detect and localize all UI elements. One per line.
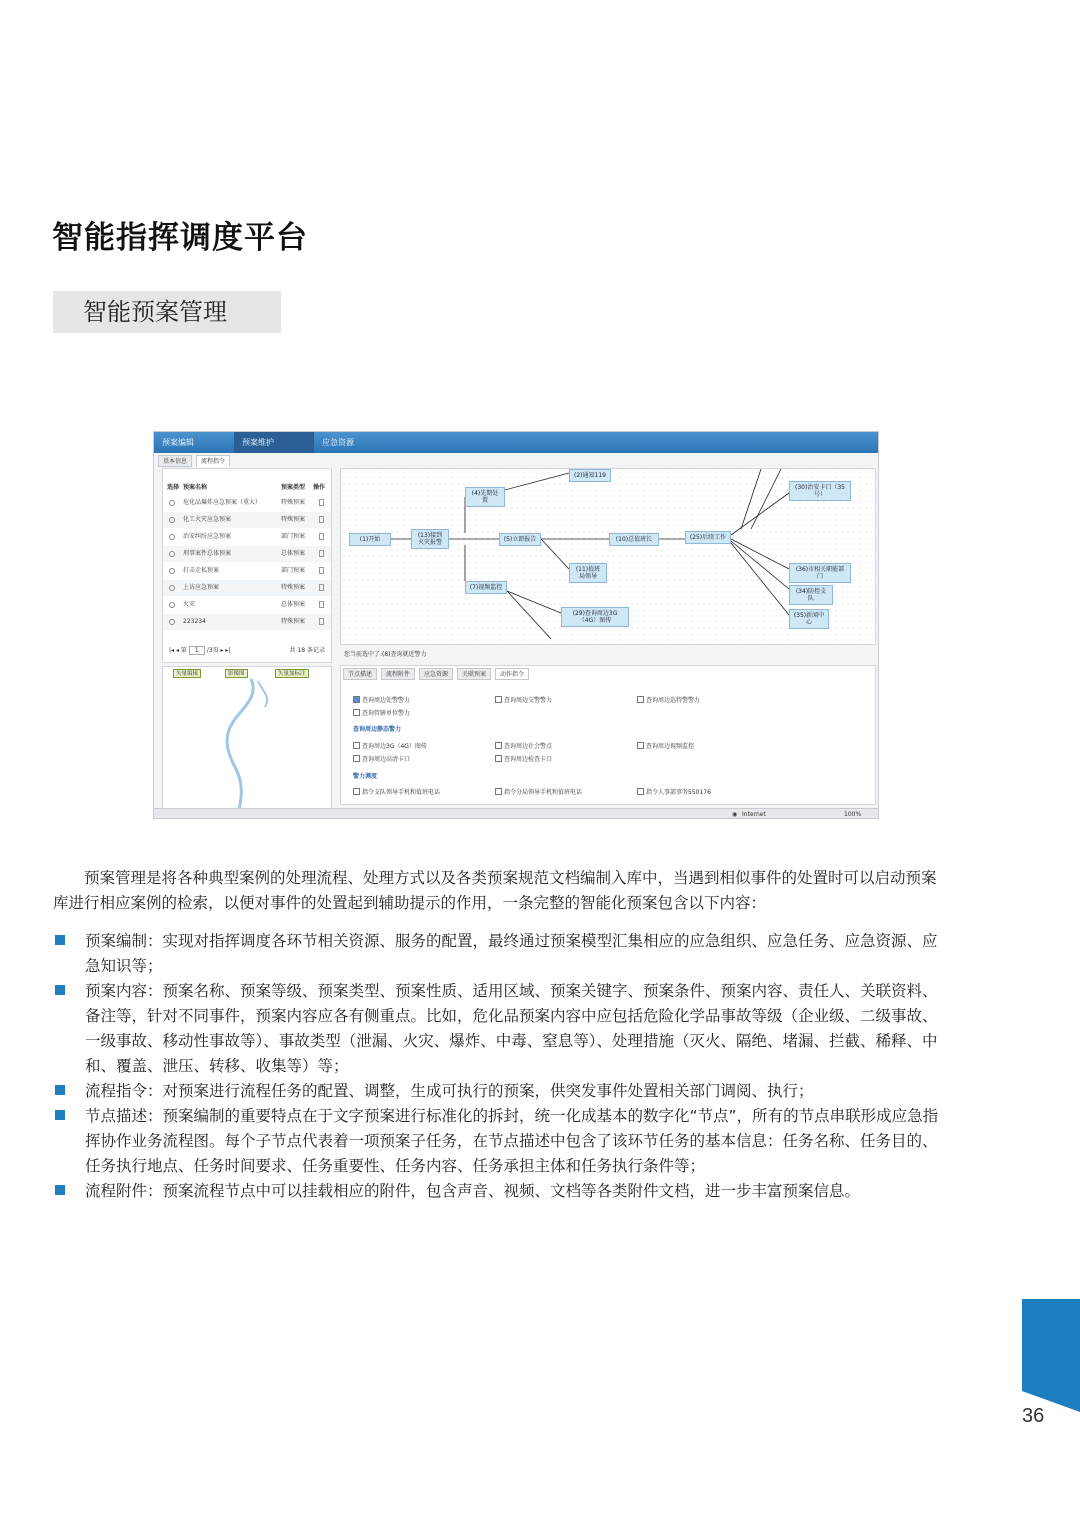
- row-name: 223234: [183, 618, 206, 625]
- checkbox-option[interactable]: 查询周边视频监控: [637, 742, 694, 751]
- flow-node[interactable]: (30)治安卡口（35号）: [789, 481, 851, 501]
- row-type: 部门预案: [281, 567, 306, 574]
- list-item-text: 流程附件：预案流程节点中可以挂载相应的附件，包含声音、视频、文档等各类附件文档，进一步丰富预案信息。: [85, 1182, 861, 1200]
- row-type: 部门预案: [281, 533, 306, 540]
- flow-chart-panel[interactable]: [340, 468, 876, 645]
- edit-icon[interactable]: [319, 533, 324, 540]
- row-name: 化工火灾应急预案: [183, 516, 232, 523]
- globe-icon: ◉: [732, 811, 738, 818]
- col-type: 预案类型: [281, 484, 306, 491]
- subtab-flow-instructions[interactable]: 流程指令: [196, 455, 230, 467]
- dtab-actions[interactable]: 动作指令: [495, 668, 529, 680]
- flow-node[interactable]: (7)视频监控: [465, 581, 507, 594]
- tab-plan-edit[interactable]: 预案编辑: [162, 438, 194, 447]
- checkbox-option[interactable]: 指令支队领导手机和值班电话: [353, 788, 440, 797]
- tab-plan-maintain[interactable]: 预案维护: [234, 432, 314, 453]
- dtab-node-desc[interactable]: 节点描述: [343, 668, 377, 680]
- flow-node[interactable]: (5)立即报告: [499, 533, 541, 546]
- square-bullet-icon: [55, 1085, 65, 1095]
- flow-node[interactable]: (11)值班局领导: [569, 563, 607, 583]
- record-count: 共 18 条记录: [289, 647, 325, 654]
- table-row[interactable]: [163, 546, 331, 562]
- table-row[interactable]: [163, 597, 331, 613]
- row-name: 上访应急预案: [183, 584, 220, 591]
- flow-node-start[interactable]: (1)开始: [349, 533, 391, 546]
- row-type: 特殊预案: [281, 499, 306, 506]
- list-item-text: 节点描述：预案编制的重要特点在于文字预案进行标准化的拆封，统一化成基本的数字化“节点”，所有的节点串联形成应急指挥协作业务流程图。每个子节点代表着一项预案子任务，在节点描述中包含了该环节任务的基本信息：任务名称、任务目的、任务执行地点、任务时间要求、任务重要性、任务内容、任务承担主体和任务执行条件等；: [85, 1107, 939, 1175]
- list-item-text: 预案编制：实现对指挥调度各环节相关资源、服务的配置，最终通过预案模型汇集相应的应急组织、应急任务、应急资源、应急知识等；: [85, 932, 938, 975]
- group-title-dispatch: 警力调度: [353, 773, 378, 780]
- section-heading: 智能预案管理: [53, 291, 281, 333]
- col-action: 操作: [313, 484, 326, 491]
- flow-node[interactable]: (4)先期处置: [465, 487, 505, 507]
- sub-tabs: [154, 453, 334, 467]
- checkbox-option[interactable]: 查询周边检查卡口: [495, 755, 552, 764]
- next-page-icon[interactable]: ▸ ▸|: [220, 647, 231, 654]
- node-detail-panel: [340, 665, 876, 805]
- flow-node[interactable]: (10)总值班长: [609, 533, 659, 546]
- square-bullet-icon: [55, 935, 65, 945]
- dtab-resources[interactable]: 应急资源: [419, 668, 453, 680]
- edit-icon[interactable]: [319, 499, 324, 506]
- edit-icon[interactable]: [319, 601, 324, 608]
- plan-list-panel: [162, 468, 332, 663]
- row-type: 总体预案: [281, 601, 306, 608]
- dtab-attachments[interactable]: 流程附件: [381, 668, 415, 680]
- zone-label: Internet: [742, 811, 766, 818]
- browser-statusbar: [154, 808, 878, 819]
- checkbox-option[interactable]: 查询管辖单位警力: [353, 709, 410, 718]
- list-item: [53, 979, 943, 1079]
- tab-emergency-resources[interactable]: 应急资源: [322, 438, 354, 447]
- row-type: 特殊预案: [281, 618, 306, 625]
- col-select: 选择: [167, 484, 180, 491]
- flow-node[interactable]: (34)防控支队: [789, 585, 833, 605]
- page-number: 36: [1022, 1405, 1045, 1427]
- checkbox-option[interactable]: 指令分局领导手机和值班电话: [495, 788, 582, 797]
- row-name: 刑事案件总体预案: [183, 550, 232, 557]
- list-item-text: 流程指令：对预案进行流程任务的配置、调整，生成可执行的预案，供突发事件处置相关部门调阅、执行；: [85, 1082, 814, 1100]
- edit-icon[interactable]: [319, 618, 324, 625]
- square-bullet-icon: [55, 985, 65, 995]
- checkbox-option[interactable]: 查询周边交警警力: [495, 696, 552, 705]
- page-title: 智能指挥调度平台: [52, 220, 308, 256]
- table-row[interactable]: [163, 563, 331, 579]
- checkbox-option[interactable]: 查询周边巡特警警力: [637, 696, 700, 705]
- intro-text: 预案管理是将各种典型案例的处理流程、处理方式以及各类预案规范文档编制入库中，当遇到相似事件的处置时可以启动预案库进行相应案例的检索，以便对事件的处置起到辅助提示的作用，一条完整的智能化预案包含以下内容：: [53, 869, 937, 912]
- row-name: 治安纠纷应急预案: [183, 533, 232, 540]
- row-name: 打击走私预案: [183, 567, 220, 574]
- row-radio[interactable]: [169, 500, 175, 506]
- row-name: 火灾: [183, 601, 196, 608]
- list-item: [53, 1104, 943, 1179]
- table-row[interactable]: [163, 580, 331, 596]
- checkbox-option[interactable]: 查询周边社会警点: [495, 742, 552, 751]
- row-radio[interactable]: [169, 534, 175, 540]
- list-item: [53, 1179, 943, 1204]
- app-screenshot: [153, 431, 879, 819]
- app-tab-bar: [154, 432, 878, 453]
- plan-table-header: [163, 482, 331, 492]
- row-radio[interactable]: [169, 568, 175, 574]
- list-item: [53, 929, 943, 979]
- feature-list: [53, 929, 943, 1204]
- flow-node[interactable]: (13)接到火灾报警: [411, 529, 449, 549]
- image-map-button[interactable]: 影像图: [225, 669, 248, 678]
- row-type: 特殊预案: [281, 584, 306, 591]
- flow-node[interactable]: (35)新闻中心: [789, 609, 829, 629]
- table-row[interactable]: [163, 529, 331, 545]
- edit-icon[interactable]: [319, 550, 324, 557]
- row-name: 危化品爆炸应急预案（重大）: [183, 499, 262, 506]
- row-radio[interactable]: [169, 619, 175, 625]
- checkbox-option[interactable]: 查询周边处警警力: [353, 696, 410, 705]
- row-type: 总体预案: [281, 550, 306, 557]
- pager: [169, 645, 329, 655]
- row-radio[interactable]: [169, 551, 175, 557]
- map-panel[interactable]: [162, 666, 332, 816]
- square-bullet-icon: [55, 1110, 65, 1120]
- first-page-icon[interactable]: |◂ ◂: [169, 647, 179, 654]
- checkbox-option[interactable]: 查询周边3G（4G）图传: [353, 742, 427, 751]
- page-total: /3页: [206, 647, 219, 654]
- edit-icon[interactable]: [319, 584, 324, 591]
- vector-edit-button[interactable]: 矢量编辑: [173, 669, 201, 678]
- river-map: [163, 667, 332, 816]
- edit-icon[interactable]: [319, 516, 324, 523]
- table-row[interactable]: [163, 614, 331, 630]
- page-label: 第: [180, 647, 187, 654]
- page-corner-tab: [1022, 1299, 1080, 1412]
- row-radio[interactable]: [169, 585, 175, 591]
- row-radio[interactable]: [169, 602, 175, 608]
- square-bullet-icon: [55, 1185, 65, 1195]
- list-item-text: 预案内容：预案名称、预案等级、预案类型、预案性质、适用区域、预案关键字、预案条件、预案内容、责任人、关联资料、备注等，针对不同事件，预案内容应各有侧重点。比如，危化品预案内容中应包括危险化学品事故等级（企业级、二级事故、一级事故、移动性事故等）、事故类型（泄漏、火灾、爆炸、中毒、窒息等）、处理措施（灭火、隔绝、堵漏、拦截、稀释、中和、覆盖、泄压、转移、收集等）等；: [85, 982, 938, 1075]
- table-row[interactable]: [163, 495, 331, 511]
- flow-node[interactable]: (2)通知119: [569, 469, 611, 482]
- checkbox-option[interactable]: 指令人事部事务550176: [637, 788, 711, 797]
- col-name: 预案名称: [183, 484, 208, 491]
- dtab-related[interactable]: 关联预案: [457, 668, 491, 680]
- checkbox-option[interactable]: 查询周边高清卡口: [353, 755, 410, 764]
- row-radio[interactable]: [169, 517, 175, 523]
- table-row[interactable]: [163, 512, 331, 528]
- row-type: 特殊预案: [281, 516, 306, 523]
- vector-label-button[interactable]: 矢量加标注: [275, 669, 309, 678]
- group-title-static-police: 查询周边静态警力: [353, 726, 402, 733]
- intro-paragraph: [53, 866, 943, 916]
- flow-node[interactable]: (36)市相关职能部门: [789, 563, 851, 583]
- list-item: [53, 1079, 943, 1104]
- edit-icon[interactable]: [319, 567, 324, 574]
- zoom-label[interactable]: 100%: [844, 811, 862, 818]
- page-input[interactable]: 1: [189, 646, 205, 655]
- flow-node[interactable]: (29)查询周边3G（4G）图传: [561, 607, 629, 627]
- subtab-basic-info[interactable]: 基本信息: [158, 455, 192, 467]
- selection-status: 您当前选中了:(8)查询就近警力: [344, 651, 427, 658]
- flow-node[interactable]: (25)后续工作: [685, 531, 731, 544]
